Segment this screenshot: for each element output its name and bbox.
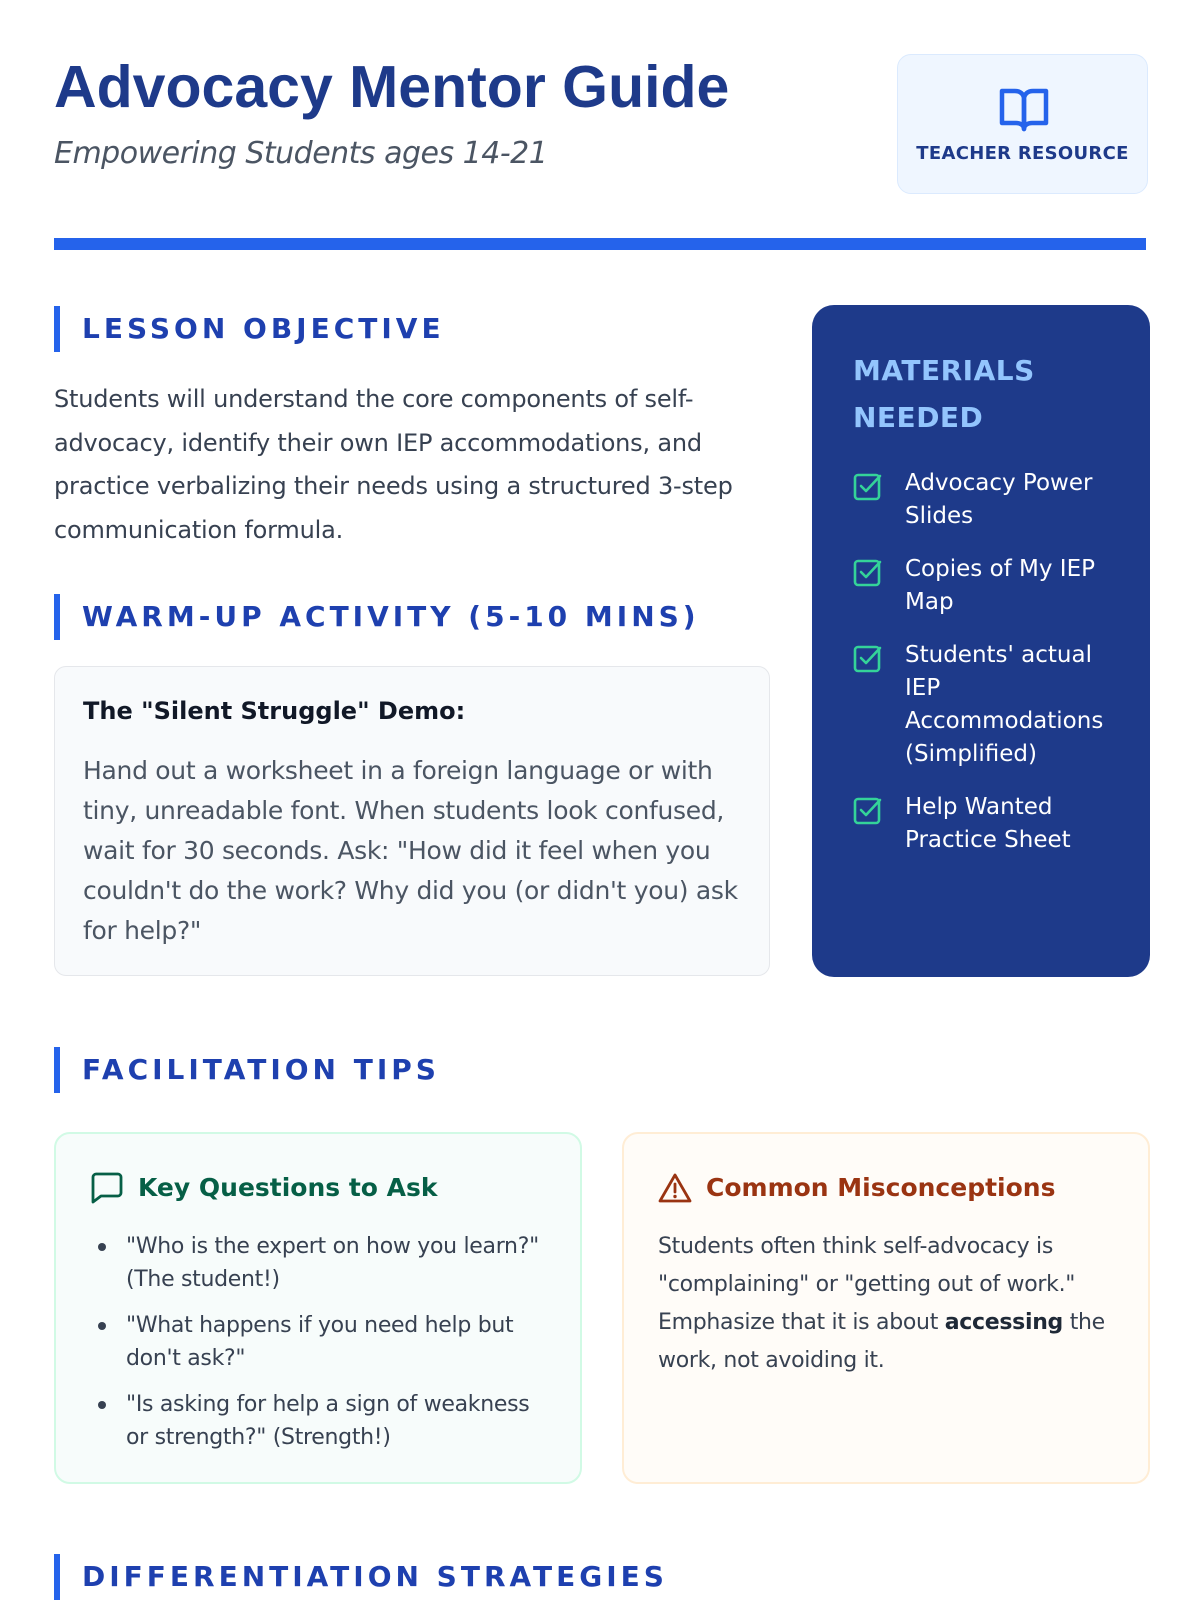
key-questions-card [54, 1132, 582, 1484]
badge-label: TEACHER RESOURCE [916, 143, 1129, 164]
page-header [54, 50, 1146, 200]
material-label: Advocacy Power Slides [905, 470, 1093, 529]
page-subtitle: Empowering Students ages 14-21 [54, 136, 548, 171]
facilitation-tips-heading: FACILITATION TIPS [54, 1047, 440, 1093]
message-square-icon [90, 1172, 124, 1204]
check-square-icon [853, 557, 883, 587]
lesson-objective-heading: LESSON OBJECTIVE [54, 306, 445, 352]
list-item [853, 467, 1123, 533]
lesson-objective-text: Students will understand the core components of self-advocacy, identify their own IEP accommodations, and practice verbalizing their needs using a structured 3-step communication formula. [54, 385, 733, 544]
materials-panel [812, 305, 1150, 977]
key-questions-list [98, 1230, 556, 1467]
list-item: "Is asking for help a sign of weakness or strength?" (Strength!) [98, 1388, 556, 1454]
teacher-resource-badge [897, 54, 1148, 194]
warmup-card [54, 666, 770, 976]
list-item [853, 639, 1123, 771]
materials-heading: MATERIALS NEEDED [853, 354, 1035, 434]
key-questions-title: Key Questions to Ask [138, 1173, 438, 1202]
list-item [853, 553, 1123, 619]
material-label: Copies of My IEP Map [905, 556, 1095, 615]
emphasis-text: accessing [944, 1310, 1064, 1335]
page-title: Advocacy Mentor Guide [54, 54, 730, 120]
warmup-activity-heading: WARM-UP ACTIVITY (5-10 MINS) [54, 594, 700, 640]
differentiation-strategies-heading: DIFFERENTIATION STRATEGIES [54, 1554, 668, 1600]
material-label: Students' actual IEP Accommodations (Simplified) [905, 642, 1104, 767]
book-open-icon [998, 85, 1050, 133]
check-square-icon [853, 643, 883, 673]
check-square-icon [853, 795, 883, 825]
list-item: "What happens if you need help but don't ask?" [98, 1309, 556, 1375]
material-label: Help Wanted Practice Sheet [905, 794, 1071, 853]
warning-triangle-icon [658, 1172, 692, 1204]
misconceptions-title: Common Misconceptions [706, 1173, 1056, 1202]
misconceptions-card [622, 1132, 1150, 1484]
check-square-icon [853, 471, 883, 501]
warmup-card-title: The "Silent Struggle" Demo: [83, 697, 466, 725]
list-item [853, 791, 1123, 857]
warmup-card-text: Hand out a worksheet in a foreign language or with tiny, unreadable font. When students look confused, wait for 30 seconds. Ask: "How did it feel when you couldn't do the work? Why did you (or didn't you) ask for help?" [83, 756, 738, 945]
header-divider [54, 238, 1146, 250]
materials-list [853, 467, 1123, 877]
list-item: "Who is the expert on how you learn?" (The student!) [98, 1230, 556, 1296]
misconceptions-text: Students often think self-advocacy is "complaining" or "getting out of work." Emphasize that it is about accessing the work, not avoiding it. [658, 1234, 1105, 1373]
